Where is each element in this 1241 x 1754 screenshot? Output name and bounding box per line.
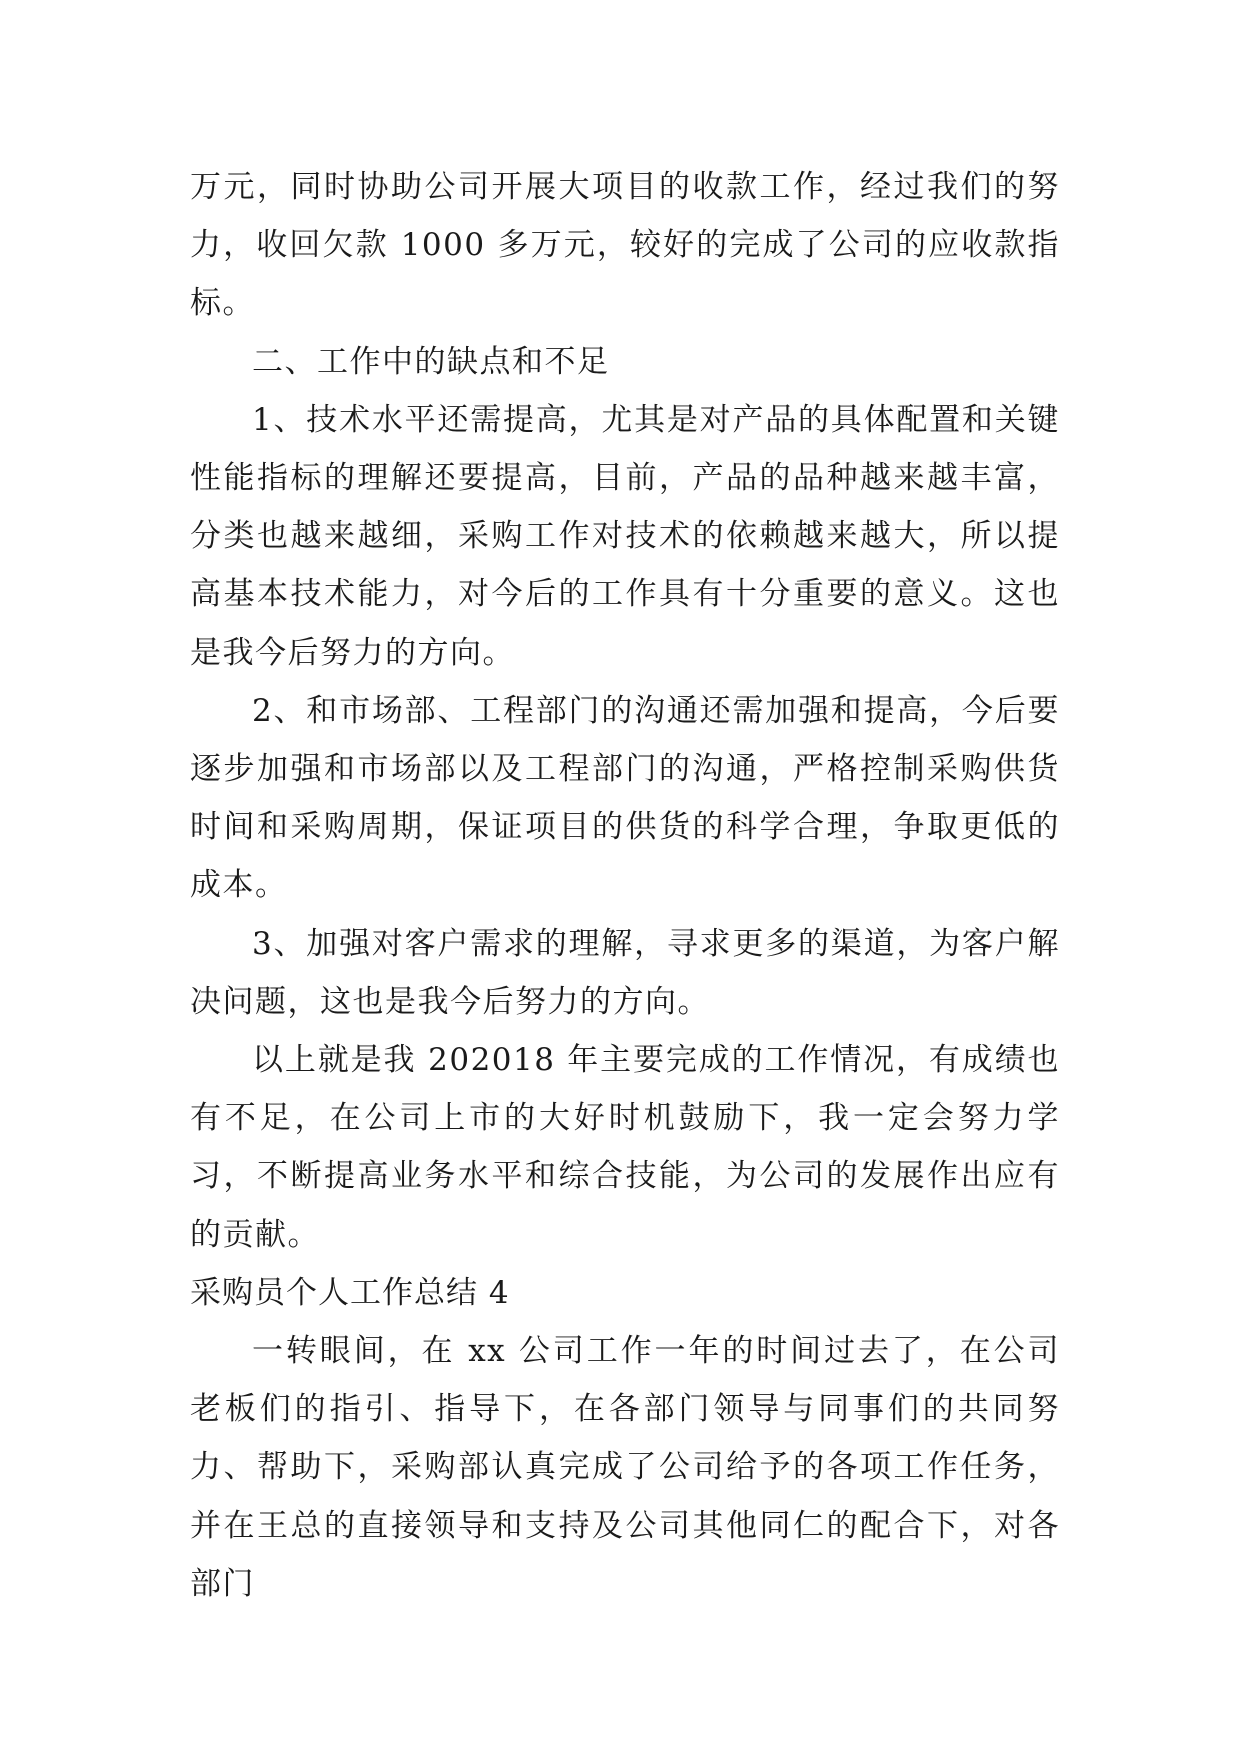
- paragraph-point-2: 2、和市场部、工程部门的沟通还需加强和提高，今后要逐步加强和市场部以及工程部门的沟通，严格控制采购供货时间和采购周期，保证项目的供货的科学合理，争取更低的成本。: [190, 692, 1060, 904]
- paragraph-receivables: 万元，同时协助公司开展大项目的收款工作，经过我们的努力，收回欠款 1000 多万元，较好的完成了公司的应收款指标。: [190, 169, 1060, 322]
- document-title-4: 采购员个人工作总结 4: [190, 1274, 510, 1311]
- paragraph-intro-4: 一转眼间，在 xx 公司工作一年的时间过去了，在公司老板们的指引、指导下，在各部门领导与同事们的共同努力、帮助下，采购部认真完成了公司给予的各项工作任务，并在王总的直接领导和支持及公司其他同仁的配合下，对各部门: [190, 1333, 1060, 1602]
- paragraph-point-1: 1、技术水平还需提高，尤其是对产品的具体配置和关键性能指标的理解还要提高，目前，产品的品种越来越丰富，分类也越来越细，采购工作对技术的依赖越来越大，所以提高基本技术能力，对今后的工作具有十分重要的意义。这也是我今后努力的方向。: [190, 401, 1060, 671]
- document-body: [190, 158, 1060, 1613]
- section-heading-shortcomings: 二、工作中的缺点和不足: [252, 343, 610, 380]
- paragraph-summary: 以上就是我 202018 年主要完成的工作情况，有成绩也有不足，在公司上市的大好时机鼓励下，我一定会努力学习，不断提高业务水平和综合技能，为公司的发展作出应有的贡献。: [190, 1042, 1060, 1253]
- paragraph-point-3: 3、加强对客户需求的理解，寻求更多的渠道，为客户解决问题，这也是我今后努力的方向。: [190, 925, 1060, 1020]
